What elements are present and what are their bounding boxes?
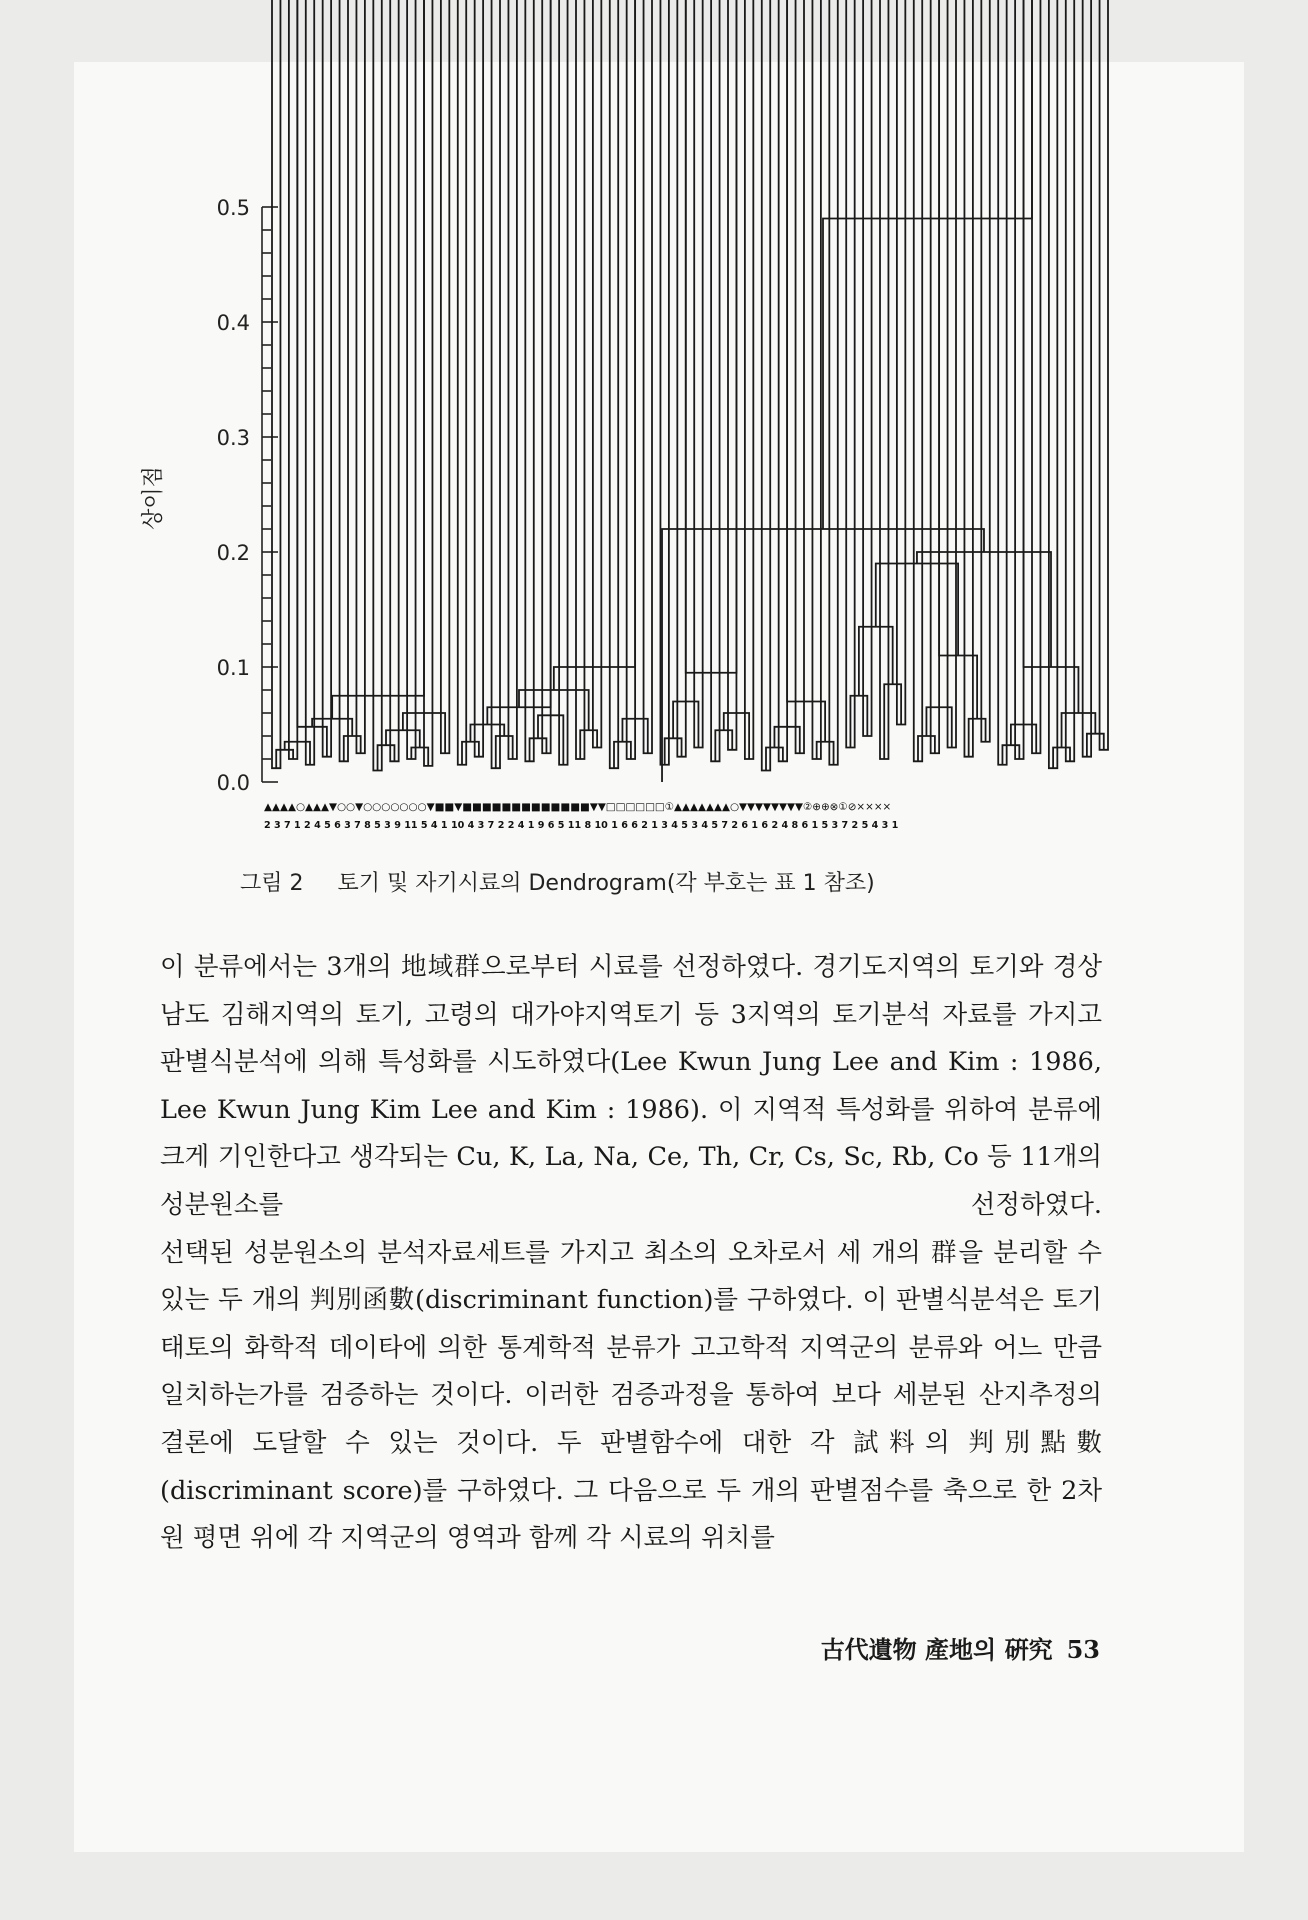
dendrogram-link xyxy=(1100,0,1108,750)
y-axis-label: 상이점 xyxy=(141,466,166,530)
leaf-number-row: 2 3 7 1 2 4 5 6 3 7 8 5 3 9 11 5 4 1 10 4 3 7 2 2 4 1 9 6 5 11 8 10 1 6 6 2 1 3 4 5 3 4 5 7 2 6 1 6 2 4 8 6 1 5 3 7 2 5 4 3 1 xyxy=(264,820,899,831)
dendrogram-link xyxy=(917,552,1051,667)
dendrogram-link xyxy=(519,690,589,730)
dendrogram-link xyxy=(306,0,314,765)
dendrogram-link xyxy=(508,0,516,759)
dendrogram-link xyxy=(863,0,871,736)
dendrogram-link xyxy=(340,0,348,761)
dendrogram-link xyxy=(593,0,601,748)
dendrogram-link xyxy=(745,0,753,759)
dendrogram-link xyxy=(644,0,652,753)
dendrogram-link xyxy=(614,742,631,768)
dendrogram-link xyxy=(897,0,905,725)
dendrogram-link xyxy=(998,0,1006,765)
dendrogram-link xyxy=(766,748,783,771)
dendrogram-link xyxy=(884,684,901,759)
dendrogram-link xyxy=(812,0,820,759)
dendrogram-chart xyxy=(0,0,1308,860)
dendrogram-link xyxy=(850,696,867,748)
dendrogram-link xyxy=(462,742,479,765)
figure-caption-text: 토기 및 자기시료의 Dendrogram(각 부호는 표 1 참조) xyxy=(337,871,875,896)
dendrogram-link xyxy=(677,0,685,757)
dendrogram-link xyxy=(458,0,466,765)
dendrogram-link xyxy=(1066,0,1074,761)
dendrogram-link xyxy=(610,0,618,768)
dendrogram-link xyxy=(530,738,547,761)
dendrogram-link xyxy=(817,742,834,765)
dendrogram-link xyxy=(576,0,584,759)
dendrogram-link xyxy=(1083,0,1091,757)
paragraph-1: 이 분류에서는 3개의 地域群으로부터 시료를 선정하였다. 경기도지역의 토기와 경상남도 김해지역의 토기, 고령의 대가야지역토기 등 3지역의 토기분석 자료를 가지고 판별식분석에 의해 특성화를 시도하였다(Lee Kwun Jung Lee and Kim : 1986, Lee Kwun Jung Kim Lee and Kim : 1986). 이 지역적 특성화를 위하여 분류에 크게 기인한다고 생각되는 Cu, K, La, Na, Ce, Th, Cr, Cs, Sc, Rb, Co 등 11개의 성분원소를 선정하였다. xyxy=(160,952,1102,1220)
dendrogram-link xyxy=(554,0,635,690)
dendrogram-link xyxy=(880,0,888,759)
y-tick-label: 0.0 xyxy=(216,771,250,795)
dendrogram-link xyxy=(1015,0,1023,759)
dendrogram-link xyxy=(332,0,424,719)
figure-caption xyxy=(240,866,1100,897)
dendrogram-link xyxy=(323,0,331,757)
dendrogram-link xyxy=(356,0,364,753)
dendrogram-link xyxy=(846,0,854,748)
figure-label: 그림 2 xyxy=(240,871,304,896)
leaf-symbol-row: ▲▲▲▲○▲▲▲▼○○▼○○○○○○○▼■■▼■■■■■■■■■■■■■▼▼□□□□□□①▲▲▲▲▲▲▲○▼▼▼▼▼▼▼▼②⊕⊕⊗①⊘×××× xyxy=(264,801,892,813)
dendrogram-link xyxy=(694,0,702,748)
dendrogram-link xyxy=(762,0,770,771)
dendrogram-link xyxy=(948,0,956,748)
dendrogram-link xyxy=(931,0,939,753)
dendrogram-link xyxy=(373,0,381,771)
dendrogram-link xyxy=(580,730,597,759)
dendrogram-link xyxy=(441,0,449,753)
dendrogram-link xyxy=(918,736,935,761)
dendrogram-link xyxy=(914,0,922,761)
y-tick-label: 0.5 xyxy=(216,196,250,220)
dendrogram-link xyxy=(289,0,297,759)
dendrogram-link xyxy=(969,719,986,757)
dendrogram-link xyxy=(424,0,432,766)
body-text xyxy=(160,944,1102,1563)
dendrogram-link xyxy=(475,0,483,757)
dendrogram-link xyxy=(407,0,415,759)
dendrogram-links xyxy=(272,0,1108,782)
dendrogram-link xyxy=(496,736,513,768)
dendrogram-link xyxy=(787,0,825,742)
dendrogram-link xyxy=(829,0,837,765)
dendrogram-link xyxy=(1032,0,1040,753)
dendrogram-link xyxy=(627,0,635,759)
dendrogram-link xyxy=(411,748,428,766)
dendrogram-link xyxy=(487,0,550,725)
dendrogram-link xyxy=(711,0,719,761)
y-axis xyxy=(262,207,278,782)
dendrogram-link xyxy=(390,0,398,761)
dendrogram-link xyxy=(542,0,550,753)
y-tick-label: 0.3 xyxy=(216,426,250,450)
dendrogram-link xyxy=(1002,745,1019,765)
y-tick-labels xyxy=(217,196,250,795)
dendrogram-link xyxy=(492,0,500,768)
dendrogram-link xyxy=(665,738,682,764)
dendrogram-link xyxy=(981,0,989,742)
dendrogram-link xyxy=(1087,734,1104,757)
y-tick-label: 0.4 xyxy=(216,311,250,335)
y-tick-label: 0.1 xyxy=(216,656,250,680)
dendrogram-link xyxy=(779,0,787,761)
dendrogram-link xyxy=(559,0,567,765)
running-title: 古代遺物 產地의 硏究 xyxy=(820,1635,1053,1664)
page-footer xyxy=(760,1630,1100,1665)
dendrogram-link xyxy=(378,745,395,770)
dendrogram-link xyxy=(344,736,361,761)
page-number: 53 xyxy=(1066,1635,1100,1664)
y-tick-label: 0.2 xyxy=(216,541,250,565)
dendrogram-link xyxy=(1053,748,1070,769)
dendrogram-link xyxy=(964,0,972,757)
dendrogram-link xyxy=(272,0,280,768)
dendrogram-link xyxy=(796,0,804,753)
dendrogram-link xyxy=(715,730,732,761)
paragraph-2: 선택된 성분원소의 분석자료세트를 가지고 최소의 오차로서 세 개의 群을 분리할 수 있는 두 개의 判別函數(discriminant function)를 구하였다. 이 판별식분석은 토기태토의 화학적 데이타에 의한 통계학적 분류가 고고학적 지역군의 분류와 어느 만큼 일치하는가를 검증하는 것이다. 이러한 검증과정을 통하여 보다 세분된 산지추정의 결론에 도달할 수 있는 것이다. 두 판별함수에 대한 각 試料의 判別點數(discriminant score)를 구하였다. 그 다음으로 두 개의 판별점수를 축으로 한 2차원 평면 위에 각 지역군의 영역과 함께 각 시료의 위치를 xyxy=(160,1237,1102,1554)
dendrogram-link xyxy=(728,0,736,750)
dendrogram-link xyxy=(525,0,533,761)
